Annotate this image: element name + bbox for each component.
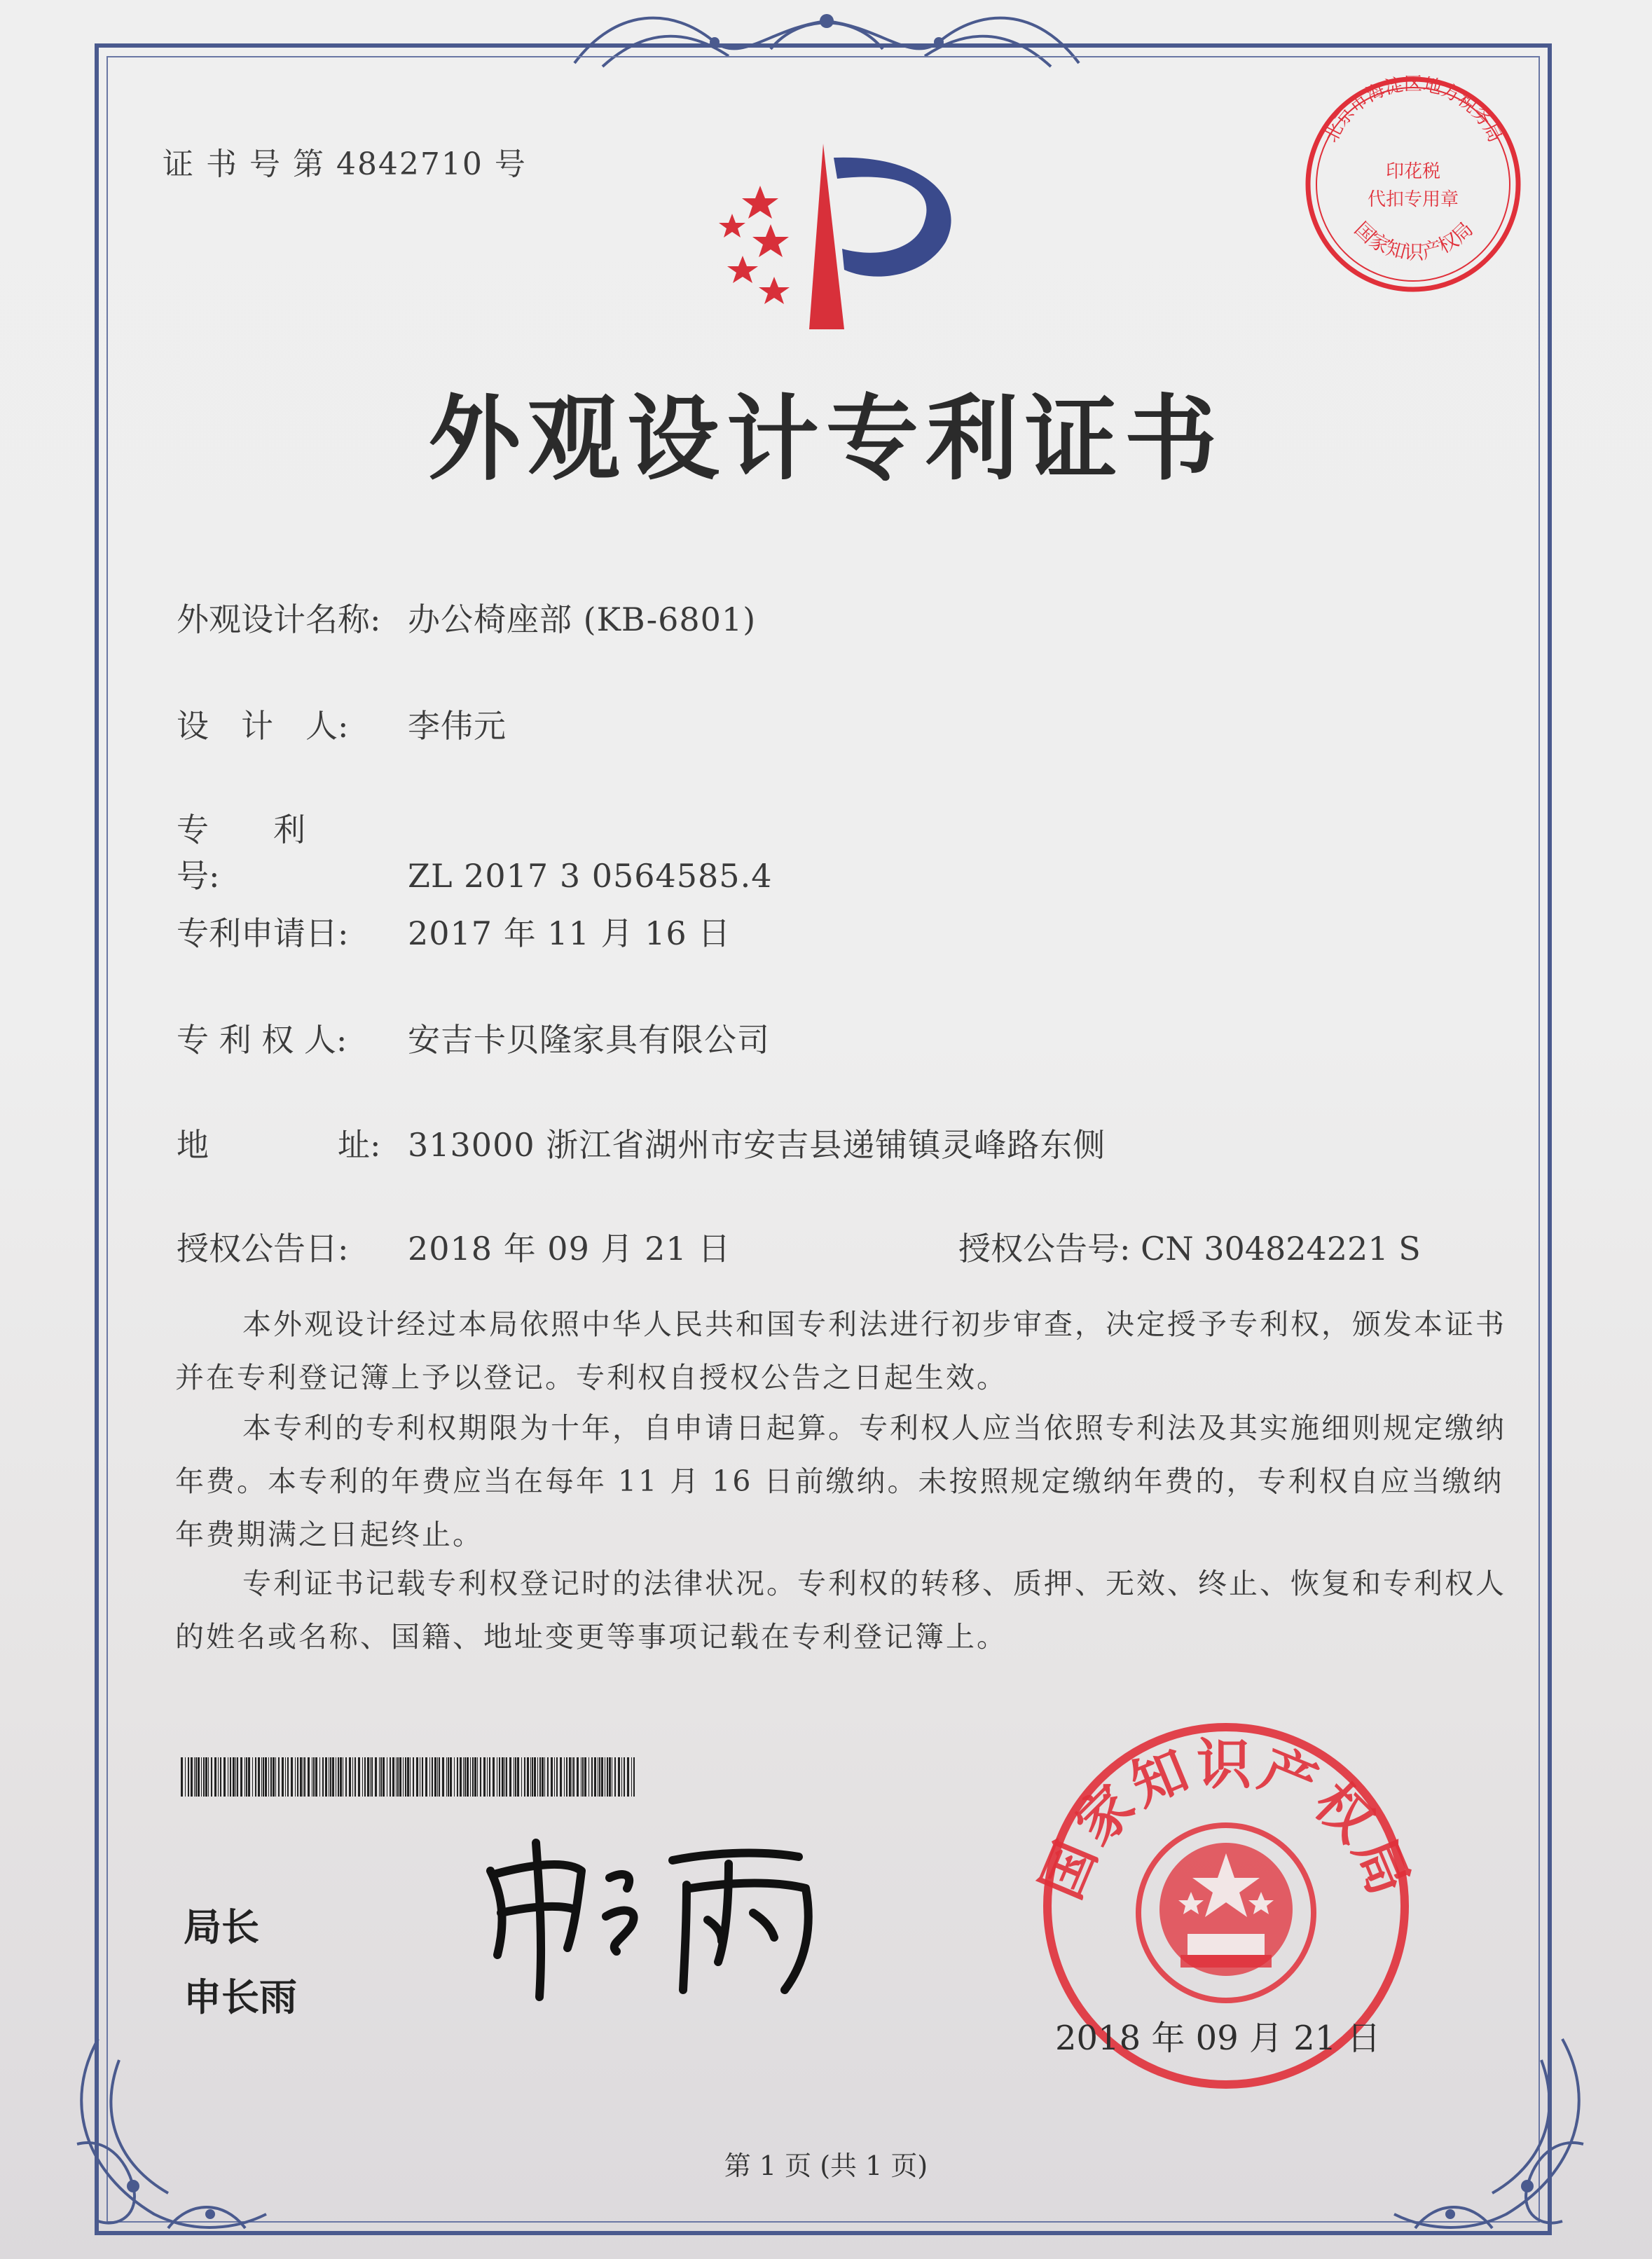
paragraph-legal-status: 专利证书记载专利权登记时的法律状况。专利权的转移、质押、无效、终止、恢复和专利权人的姓名或名称、国籍、地址变更等事项记载在专利登记簿上。 [175, 1567, 1506, 1654]
field-value: 2017 年 11 月 16 日 [408, 914, 731, 952]
svg-text:国家知识产权局: 国家知识产权局 [1030, 1733, 1422, 1908]
field-value: 办公椅座部 (KB-6801) [408, 600, 757, 638]
svg-text:北京市海淀区地方税务局: 北京市海淀区地方税务局 [1321, 74, 1506, 146]
certificate-number: 证 书 号 第 4842710 号 [163, 146, 527, 182]
field-label: 专利申请日: [177, 914, 349, 952]
field-address [177, 1120, 1106, 1166]
field-patent-number [177, 804, 772, 897]
field-value: CN 304824221 S [1141, 1230, 1421, 1268]
tax-stamp-seal [1297, 69, 1529, 300]
svg-text:代扣专用章: 代扣专用章 [1367, 189, 1459, 210]
barcode [181, 1757, 636, 1797]
seal-date: 2018 年 09 月 21 日 [1055, 2019, 1381, 2058]
field-value: 安吉卡贝隆家具有限公司 [408, 1021, 770, 1059]
field-label: 外观设计名称: [177, 600, 381, 638]
director-signature [476, 1822, 869, 2004]
field-value: 313000 浙江省湖州市安吉县递铺镇灵峰路东侧 [408, 1126, 1106, 1164]
field-label: 授权公告日: [177, 1230, 349, 1268]
field-label: 设 计 人: [177, 707, 349, 745]
field-publication-date [177, 1223, 731, 1270]
field-value: ZL 2017 3 0564585.4 [408, 857, 773, 895]
svg-text:印花税: 印花税 [1385, 161, 1441, 182]
field-label: 授权公告号: [958, 1230, 1131, 1268]
field-designer [177, 701, 507, 747]
paragraph-grant: 本外观设计经过本局依照中华人民共和国专利法进行初步审查，决定授予专利权，颁发本证书并在专利登记簿上予以登记。专利权自授权公告之日起生效。 [175, 1307, 1506, 1394]
field-application-date [177, 908, 731, 954]
field-value: 2018 年 09 月 21 日 [408, 1230, 731, 1268]
field-label: 地 址: [177, 1126, 381, 1164]
svg-text:国家知识产权局: 国家知识产权局 [1349, 217, 1478, 264]
field-label: 专 利 号: [177, 811, 370, 895]
director-name: 申长雨 [184, 1975, 297, 2019]
document-title: 外观设计专利证书 [428, 385, 1224, 493]
director-title: 局长 [184, 1905, 259, 1949]
field-design-name [177, 594, 756, 640]
page-footer: 第 1 页 (共 1 页) [724, 2150, 928, 2181]
cnipa-logo [694, 144, 960, 333]
field-value: 李伟元 [408, 707, 507, 745]
field-publication-number [958, 1223, 1421, 1270]
field-patentee [177, 1015, 770, 1061]
field-label: 专 利 权 人: [177, 1021, 347, 1059]
paragraph-term: 本专利的专利权期限为十年，自申请日起算。专利权人应当依照专利法及其实施细则规定缴纳年费。本专利的年费应当在每年 11 月 16 日前缴纳。未按照规定缴纳年费的，专利权自应当缴纳年费期满之日起终止。 [175, 1411, 1506, 1551]
bottom-left-ornament [56, 2018, 287, 2249]
